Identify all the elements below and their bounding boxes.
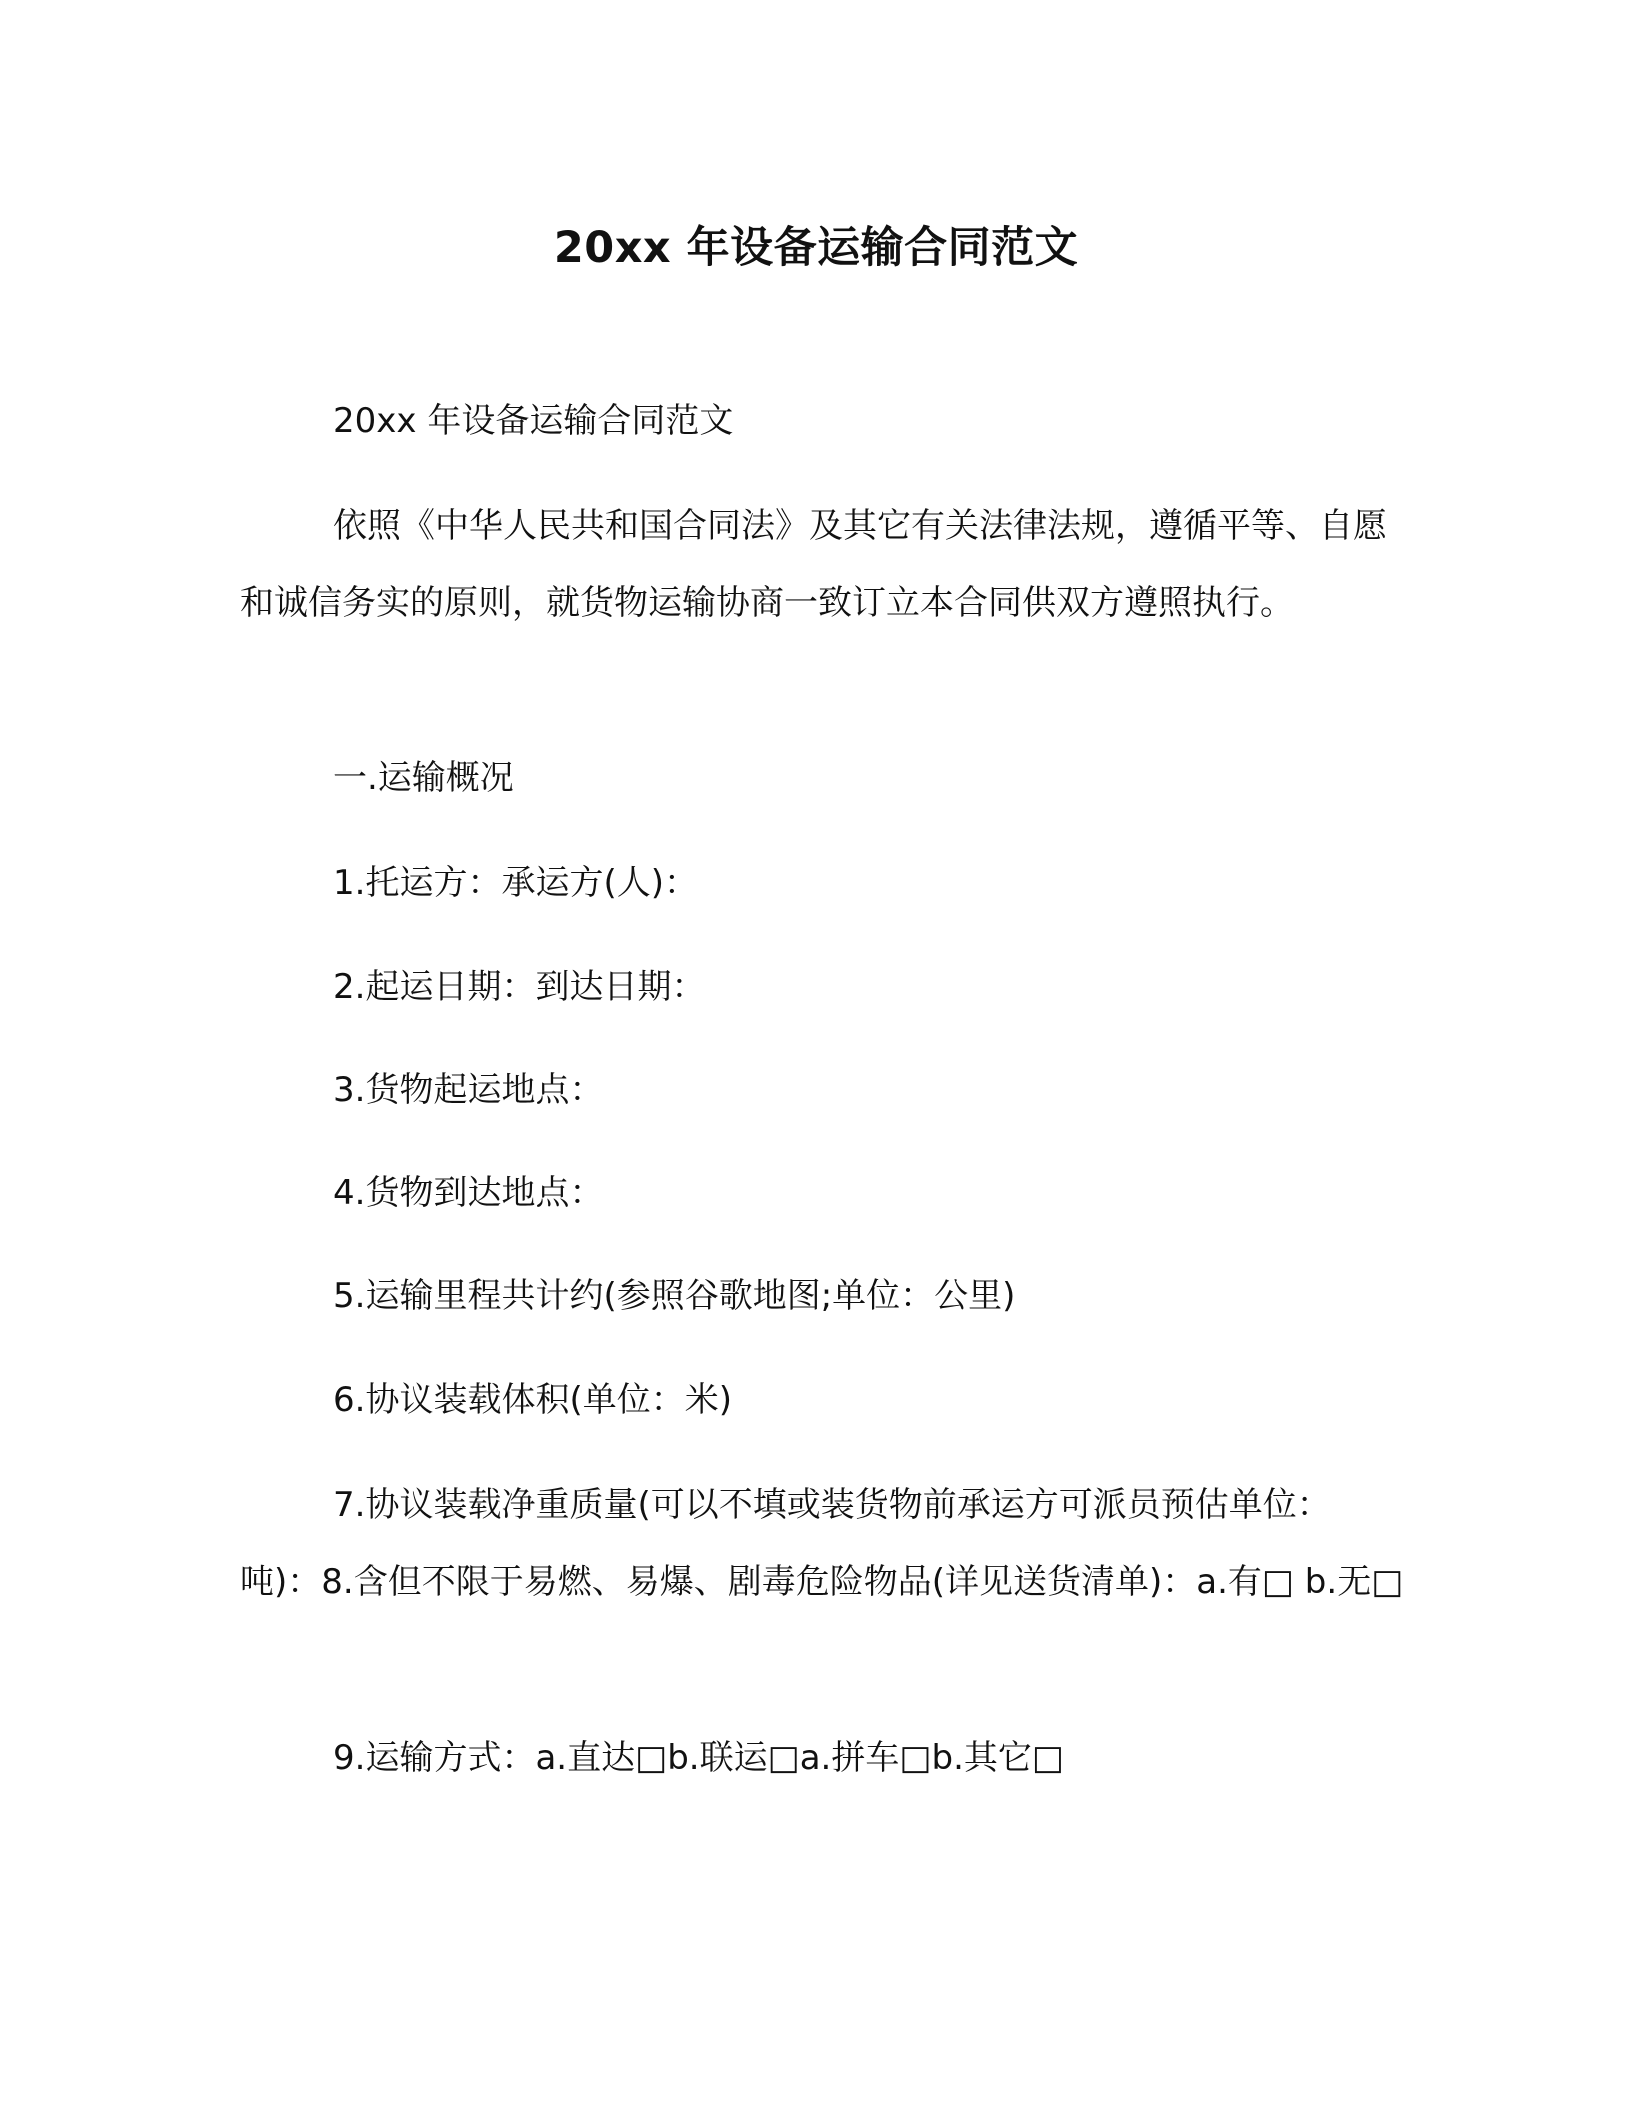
- section-heading-transport-overview: 一.运输概况: [333, 758, 514, 798]
- list-item-shipper-carrier: 1.托运方：承运方(人)：: [333, 863, 698, 903]
- list-item-volume: 6.协议装载体积(单位：米): [333, 1380, 732, 1420]
- list-item-transport-mode: 9.运输方式：a.直达□b.联运□a.拼车□b.其它□: [333, 1738, 1064, 1778]
- intro-paragraph: 依照《中华人民共和国合同法》及其它有关法律法规，遵循平等、自愿和诚信务实的原则，就货物运输协商一致订立本合同供双方遵照执行。: [240, 506, 1387, 623]
- list-item-origin: 3.货物起运地点：: [333, 1070, 604, 1110]
- document-title: 20xx 年设备运输合同范文: [553, 223, 1079, 273]
- list-item-mileage: 5.运输里程共计约(参照谷歌地图;单位：公里): [333, 1276, 1016, 1316]
- list-item-dates: 2.起运日期：到达日期：: [333, 967, 706, 1007]
- document-subtitle: 20xx 年设备运输合同范文: [333, 401, 734, 441]
- list-item-weight-hazard: 7.协议装载净重质量(可以不填或装货物前承运方可派员预估单位：吨)：8.含但不限于易燃、易爆、剧毒危险物品(详见送货清单)：a.有□ b.无□: [240, 1485, 1404, 1602]
- list-item-destination: 4.货物到达地点：: [333, 1173, 604, 1213]
